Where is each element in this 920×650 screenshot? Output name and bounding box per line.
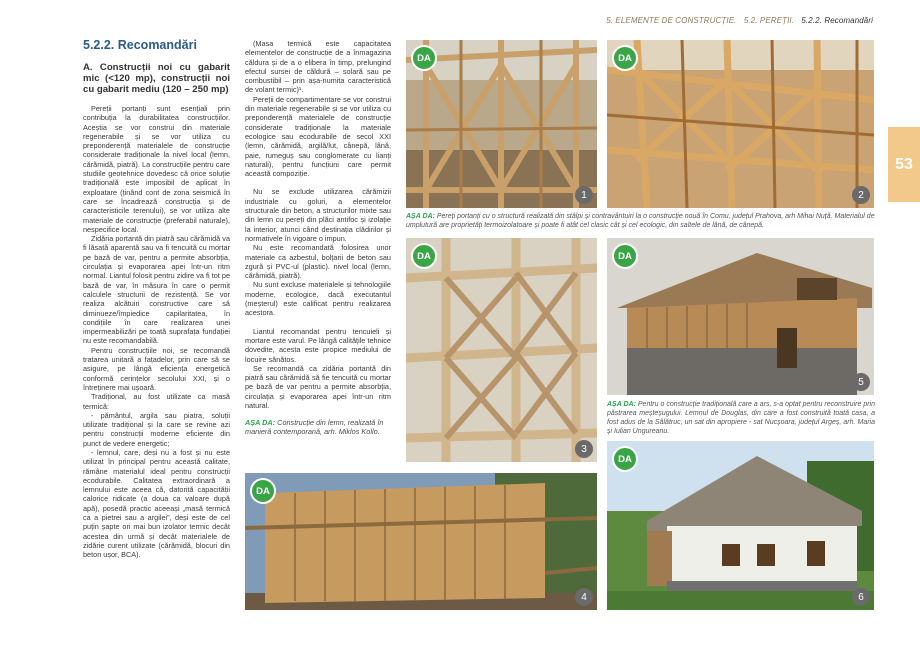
caption-photo-3 xyxy=(245,418,391,436)
breadcrumb xyxy=(601,16,873,25)
paragraph: Pereții de compartimentare se vor construi din materiale regenerabile și se vor utiliza cu preponderență materialele de construcție considerate tradiționale la materiale ecologice sau ecodurabile de secol XXI (lemn, cărămidă, argilă/lut, cânepă, lână, paie, rumeguș sau conglomerate cu lianți naturali), pentru funcțiuni care permit această compoziție. xyxy=(245,94,391,179)
paragraph: (Masa termică este capacitatea elementelor de construcție de a înmagazina căldura și de a o elibera în timp, prelungind efectul sursei de căldură – solară sau pe combustibil – prin așa-numita caracteristică de volant termic)¹. xyxy=(245,39,391,95)
paragraph: Pentru construcțiile noi, se recomandă tratarea unitară a fațadelor, prin care să se asigure, pe lângă eficiența energetică conformă cerințelor secolului XXI, și o întreținere mai ușoară. xyxy=(83,345,230,392)
photo-number-badge: 1 xyxy=(575,186,593,204)
paragraph: Nu este recomandată folosirea unor materiale ca azbestul, bolțarii de beton sau zgură și PVC-ul (plastic). nivel local (lemn, cărămidă, piatră). xyxy=(245,243,391,281)
paragraph: Tradițional, au fost utilizate ca masă termică: xyxy=(83,392,230,411)
photo-timber-frame-2 xyxy=(607,40,874,208)
section-title: 5.2.2. Recomandări xyxy=(83,38,197,52)
caption-body: Pereți portanți cu o structură realizată din stâlpi și contravântuiri la o construcție nouă în Comu, județul Prahova, arh Mihai Nuță. Materialul de umplutură are proprietăți termoizolatoare și poate fi atât cel clasic cât și cel ecologic, din saltele de lână, de cânepă. xyxy=(406,213,875,229)
da-badge: DA xyxy=(411,45,437,71)
paragraph: - pământul, argila sau piatra, soluții utilizate tradițional și la care se revine azi pentru construcții moderne eficiente din punct de vedere energetic; xyxy=(83,410,230,448)
photo-timber-lattice xyxy=(406,238,597,462)
breadcrumb-chapter: 5. ELEMENTE DE CONSTRUCȚIE. xyxy=(606,16,737,25)
caption-photos-1-2 xyxy=(406,212,876,230)
paragraph: Zidăria portantă din piatră sau cărămidă va fi lăsată aparentă sau va fi tencuită cu mortar pe bază de var, pentru a permite absorbția, circulația și evaporarea apei într-un ritm normal. Liantul folosit pentru zidire va fi tot pe bază de var, în măsura în care o permit calculele structurii de rezistență. Se vor realiza alcătuiri constructive care să diminueze/împiedice capilaritatea, în condițiile în care realizarea unei impermeabilizări pe toată suprafața fundației nu este recomandabilă. xyxy=(83,234,230,346)
paragraph: - lemnul, care, deși nu a fost și nu este utilizat în principal pentru această calitate, rămâne materialul ideal pentru construcții ecodurabile. Calitatea extraordinară a lemnului este aceea că, datorită capacității calorice ridicate (a doua ca valoare după apă), posedă practic aceeași „masă termică ca a pietrei sau a argilei”, deși este de cel puțin șapte ori mai bun izolator termic decât acestea din urmă și decât materialele de zidărie curent utilizate (cărămidă, blocuri din beton ușor, BCA). xyxy=(83,447,230,560)
text-column-2 xyxy=(245,39,391,436)
page-number-tab xyxy=(888,127,920,202)
photo-number-badge: 4 xyxy=(575,588,593,606)
photo-white-house xyxy=(607,441,874,610)
da-badge: DA xyxy=(411,243,437,269)
caption-body: Pentru o construcție tradițională care a ars, s-a optat pentru reconstruire prin păstrarea meșteșugului. Lemnul de Douglas, din care a fost construită toată casa, a fost adus de la Sălătruc, un sat din apropiere - sat Nucșoara, județul Argeș, arh. Maria și Iulian Ungureanu. xyxy=(607,401,875,435)
da-badge: DA xyxy=(612,45,638,71)
breadcrumb-subsection: 5.2.2. Recomandări xyxy=(801,16,873,25)
da-badge: DA xyxy=(250,478,276,504)
text-column-1 xyxy=(83,38,230,560)
da-badge: DA xyxy=(612,243,638,269)
caption-label: AȘA DA: xyxy=(406,213,435,220)
section-subheading: A. Construcții noi cu gabarit mic (<120 mp), construcții noi cu gabarit mediu (120 – 250 mp) xyxy=(83,62,230,95)
caption-body: Construcție din lemn, realizată în manieră contemporană, arh. Miklos Kollo. xyxy=(245,418,384,437)
paragraph: Se recomandă ca zidăria portantă din piatră sau cărămidă să fie tencuită cu mortar pe bază de var pentru a permite absorbția, circulația și evaporarea apei într-un ritm natural. xyxy=(245,363,391,410)
paragraph: Pereții portanți sunt esențiali prin contribuția la durabilitatea construcțiilor. Aceștia se vor construi din materiale regenerabile și se vor utiliza cu preponderență materialele de construcție considerate tradiționale la nivel local (lemn, cărămidă, piatră). La construcțiile pentru care studiile geotehnice dovedesc că orice soluție tradițională este imposibil de aplicat în exploatare (ținând cont de zona seismică în care se încadrează construcția și de caracteristicile terenului), se vor utiliza alte materiale de construcție (preferabil naturale), nespecifice local. xyxy=(83,104,230,234)
photo-number-badge: 3 xyxy=(575,440,593,458)
photo-number-badge: 6 xyxy=(852,588,870,606)
photo-traditional-house-stone-base xyxy=(607,238,874,395)
photo-timber-frame-1 xyxy=(406,40,597,208)
paragraph: Nu sunt excluse materialele și tehnologiile moderne, ecologice, dacă executantul (meșterul) este calificat pentru realizarea acestora. xyxy=(245,280,391,318)
da-badge: DA xyxy=(612,446,638,472)
paragraph: Nu se exclude utilizarea cărămizii industriale cu goluri, a elementelor structurale din beton, a structurilor mixte sau din lemn cu pereți din plăci antifoc și izolație la interior, atunci când destinația clădirilor și normativele în vigoare o impun. xyxy=(245,187,391,243)
breadcrumb-section: 5.2. PEREȚII. xyxy=(743,16,795,25)
photo-number-badge: 2 xyxy=(852,186,870,204)
caption-label: AȘA DA: xyxy=(607,401,636,408)
page-number: 53 xyxy=(895,155,913,173)
photo-number-badge: 5 xyxy=(852,373,870,391)
caption-label: AȘA DA: xyxy=(245,418,276,428)
photo-wooden-building-construction xyxy=(245,473,597,610)
caption-photo-5 xyxy=(607,400,875,436)
paragraph: Liantul recomandat pentru tencuieli și mortare este varul. Pe lângă calitățile tehnice dovedite, acesta este propice mediului de locuire sănătos. xyxy=(245,326,391,364)
